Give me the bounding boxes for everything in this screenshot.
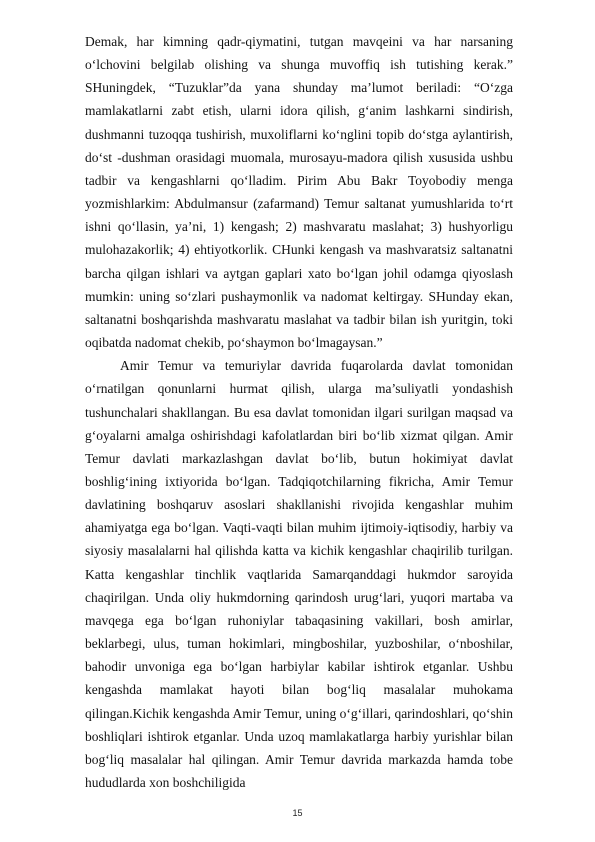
page-number: 15 [292, 808, 303, 818]
paragraph-1: Demak, har kimning qadr-qiymatini, tutgan mavqeini va har narsaning o‘lchovini belgilab olishing va shunga muvoffiq ish tutishing kerak.” SHuningdek, “Tuzuklar”da yana shunday ma’lumot beriladi: “O‘zga mamlakatlarni zabt etish, ularni idora qilish, g‘anim lashkarni sindirish, dushmanni tuzoqqa tushirish, muxoliflarni ko‘nglini topib do‘stga aylantirish, do‘st -dushman orasidagi muomala, murosayu-madora qilish xususida ushbu tadbir va kengashlarni qo‘lladim. Pirim Abu Bakr Toyobodiy menga yozmishlarkim: Abdulmansur (zafarmand) Temur saltanat yumushlarida to‘rt ishni qo‘llasin, ya’ni, 1) kengash; 2) mashvaratu maslahat; 3) hushyorligu mulohazakorlik; 4) ehtiyotkorlik. CHunki kengash va mashvaratsiz saltanatni barcha qilgan ishlari va aytgan gaplari xato bo‘lgan johil odamga qiyoslash mumkin: uning so‘zlari pushaymonlik va nadomat keltirgay. SHunday ekan, saltanatni boshqarishda mashvaratu maslahat va tadbir bilan ish yuritgin, toki oqibatda nadomat chekib, po‘shaymon bo‘lmagaysan.” [85, 34, 513, 351]
body-text [85, 30, 513, 794]
paragraph-2: Amir Temur va temuriylar davrida fuqarolarda davlat tomonidan o‘rnatilgan qonunlarni hurmat qilish, ularga ma’suliyatli yondashish tushunchalari shakllangan. Bu esa davlat tomonidan ilgari surilgan maqsad va g‘oyalarni amalga oshirishdagi kafolatlardan biri bo‘lib xizmat qilgan. Amir Temur davlati markazlashgan davlat bo‘lib, butun hokimiyat davlat boshlig‘ining ixtiyorida bo‘lgan. Tadqiqotchilarning fikricha, Amir Temur davlatining boshqaruv asoslari shakllanishi rivojida kengashlar muhim ahamiyatga ega bo‘lgan. Vaqti-vaqti bilan muhim ijtimoiy-iqtisodiy, harbiy va siyosiy masalalarni hal qilishda katta va kichik kengashlar chaqirilib turilgan. Katta kengashlar tinchlik vaqtlarida Samarqanddagi hukmdor saroyida chaqirilgan. Unda oliy hukmdorning qarindosh urug‘lari, yuqori martaba va mavqega ega bo‘lgan ruhoniylar tabaqasining vakillari, bosh amirlar, beklarbegi, ulus, tuman hokimlari, mingboshilar, yuzboshilar, o‘nboshilar, bahodir unvoniga ega bo‘lgan harbiylar kabilar ishtirok etganlar. Ushbu kengashda mamlakat hayoti bilan bog‘liq masalalar muhokama qilingan.Kichik kengashda Amir Temur, uning o‘g‘illari, qarindoshlari, qo‘shin boshliqlari ishtirok etganlar. Unda uzoq mamlakatlarga harbiy yurishlar bilan bog‘liq masalalar hal qilingan. Amir Temur davrida markazda hamda tobe hududlarda xon boshchiligida [85, 358, 513, 790]
